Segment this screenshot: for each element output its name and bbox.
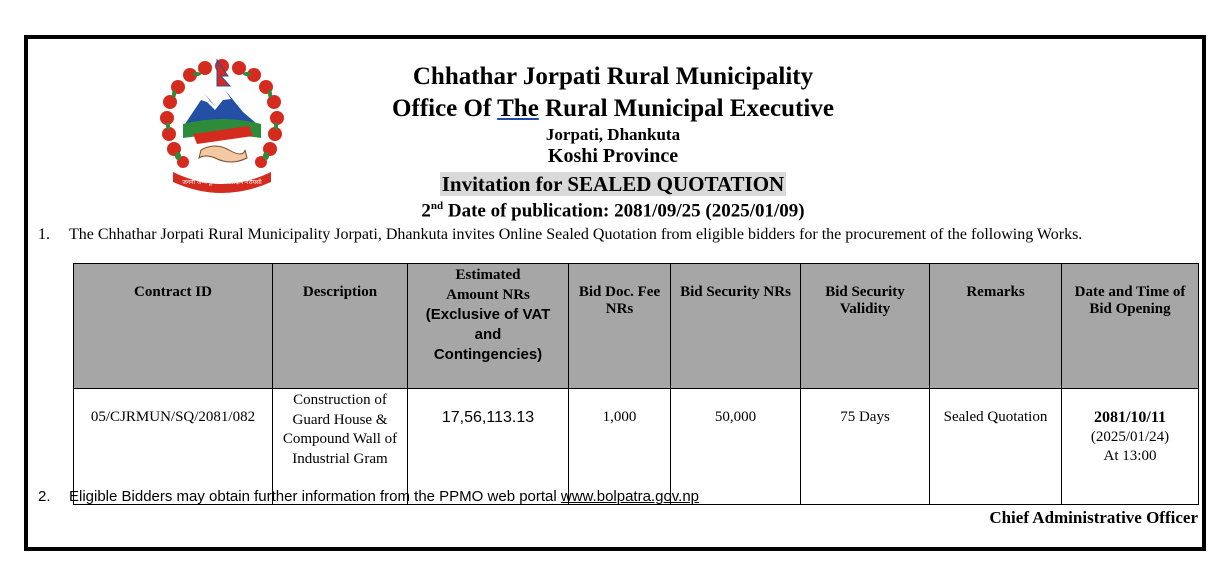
notice-title: Invitation for SEALED QUOTATION xyxy=(441,172,785,196)
paragraph-2-text: Eligible Bidders may obtain further information from the PPMO web portal xyxy=(69,488,561,505)
paragraph-2-number: 2. xyxy=(38,488,51,505)
header-bid-security-validity: Bid Security Validity xyxy=(801,264,930,389)
header-remarks: Remarks xyxy=(930,264,1062,389)
header-bid-doc-fee: Bid Doc. Fee NRs xyxy=(569,264,671,389)
bolpatra-link[interactable]: www.bolpatra.gov.np xyxy=(560,488,700,505)
table-header-row xyxy=(74,264,1199,389)
paragraph-2 xyxy=(38,488,699,505)
emblem-motto: जननी जन्मभूमिश्च स्वर्गादपि गरीयसी xyxy=(182,179,262,186)
cell-estimated-amount: 17,56,113.13 xyxy=(408,389,569,505)
cell-remarks: Sealed Quotation xyxy=(930,389,1062,505)
header-description: Description xyxy=(273,264,408,389)
header-bid-security: Bid Security NRs xyxy=(671,264,801,389)
office-name: Office Of The Rural Municipal Executive xyxy=(392,95,834,122)
header-estimated-amount: Estimated Amount NRs (Exclusive of VAT and Contingencies) xyxy=(408,264,569,389)
open-time: At 13:00 xyxy=(1103,448,1157,464)
paragraph-1-number: 1. xyxy=(38,226,50,243)
header-date-time: Date and Time of Bid Opening xyxy=(1062,264,1199,389)
cell-validity: 75 Days xyxy=(801,389,930,505)
cell-date-time xyxy=(1062,389,1199,505)
cell-description: Construction of Guard House & Compound Wall of Industrial Gram xyxy=(273,389,408,505)
signature-title: Chief Administrative Officer xyxy=(989,508,1198,527)
open-date: 2081/10/11 xyxy=(1093,409,1166,426)
paragraph-1 xyxy=(38,226,1082,244)
office-address: Jorpati, Dhankuta xyxy=(545,125,681,144)
quotation-table xyxy=(73,263,1199,505)
open-date-ad: (2025/01/24) xyxy=(1090,428,1170,445)
paragraph-1-text: The Chhathar Jorpati Rural Municipality Jorpati, Dhankuta invites Online Sealed Quotation from eligible bidders for the procurement of the following Works. xyxy=(69,226,1083,243)
header-contract-id: Contract ID xyxy=(74,264,273,389)
municipality-name: Chhathar Jorpati Rural Municipality xyxy=(412,63,814,90)
cell-bid-doc-fee: 1,000 xyxy=(569,389,671,505)
cell-contract-id: 05/CJRMUN/SQ/2081/082 xyxy=(74,389,273,505)
cell-bid-security: 50,000 xyxy=(671,389,801,505)
province-name: Koshi Province xyxy=(547,145,679,167)
publication-date: 2nd Date of publication: 2081/09/25 (2025/01/09) xyxy=(421,200,805,222)
